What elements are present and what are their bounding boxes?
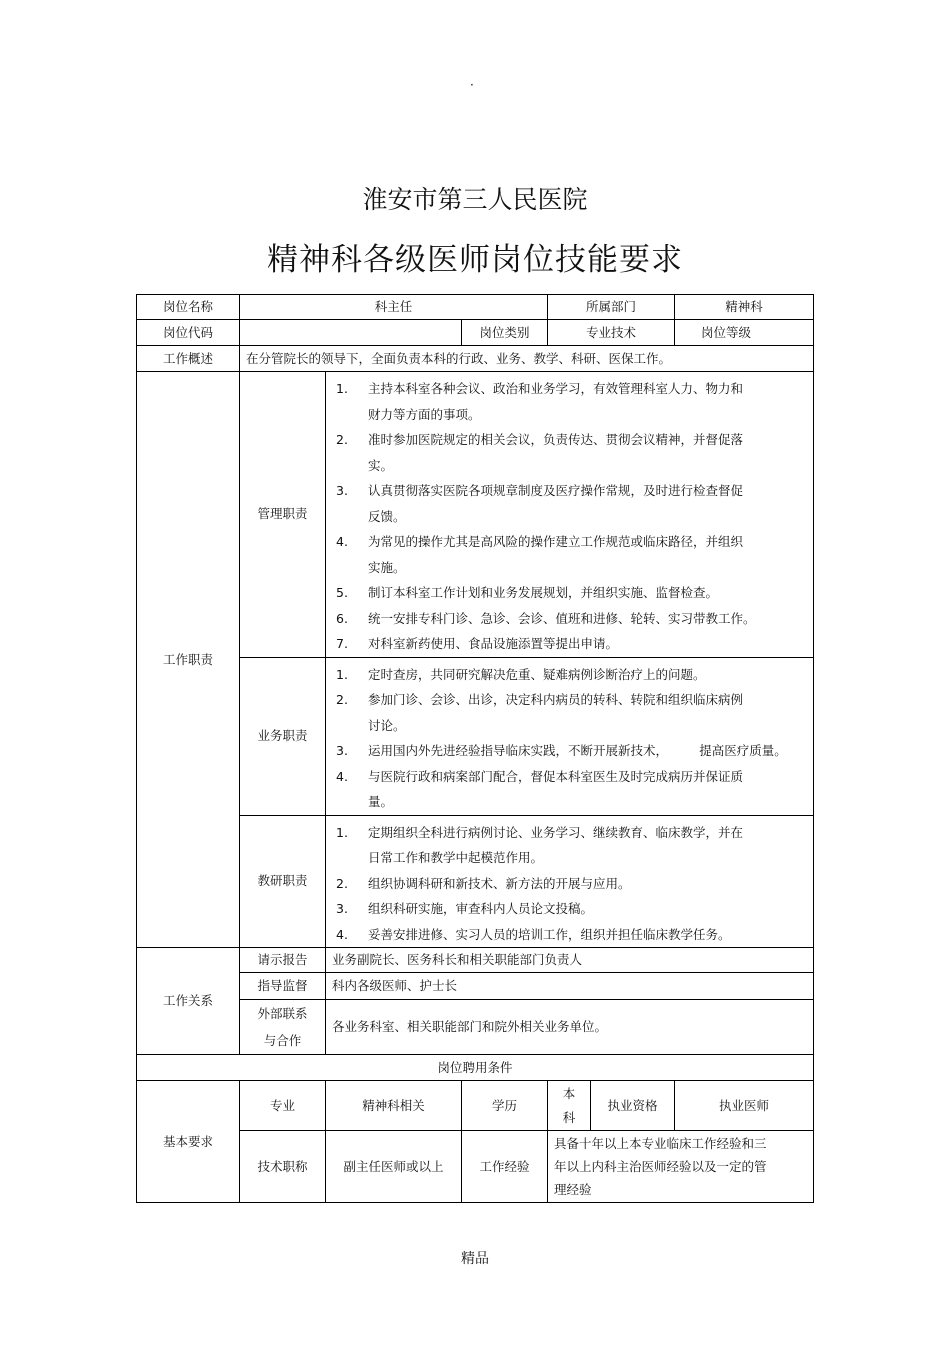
relation-label: 请示报告 <box>240 948 326 973</box>
qualification-label: 执业资格 <box>591 1081 675 1131</box>
duty-group-label: 教研职责 <box>240 815 326 948</box>
duty-group-label: 业务职责 <box>240 657 326 815</box>
relations-label: 工作关系 <box>137 948 240 1055</box>
overview-text: 在分管院长的领导下，全面负责本科的行政、业务、教学、科研、医保工作。 <box>240 346 814 372</box>
list-item: 7. 对科室新药使用、食品设施添置等提出申请。 <box>336 636 619 651</box>
hospital-name: 淮安市第三人民医院 <box>362 185 588 214</box>
relation-value: 各业务科室、相关职能部门和院外相关业务单位。 <box>326 1000 814 1055</box>
list-item: 1. 定期组织全科进行病例讨论、业务学习、继续教育、临床教学，并在 日常工作和教学中起模范作用。 <box>336 824 744 865</box>
basic-requirements-label: 基本要求 <box>137 1081 240 1203</box>
list-item: 4. 为常见的操作尤其是高风险的操作建立工作规范或临床路径，并组织 实施。 <box>336 534 744 575</box>
relation-label: 外部联系 与合作 <box>240 1000 326 1055</box>
list-item: 1. 定时查房，共同研究解决危重、疑难病例诊断治疗上的问题。 <box>336 666 706 682</box>
technical-title-label: 技术职称 <box>240 1131 326 1203</box>
overview-label: 工作概述 <box>137 346 240 372</box>
position-category-label: 岗位类别 <box>462 320 548 346</box>
document-title: 精神科各级医师岗位技能要求 <box>267 242 683 278</box>
list-item: 2. 准时参加医院规定的相关会议，负责传达、贯彻会议精神，并督促落 实。 <box>336 432 744 473</box>
hiring-conditions-title: 岗位聘用条件 <box>137 1055 814 1081</box>
list-item: 3. 认真贯彻落实医院各项规章制度及医疗操作常规，及时进行检查督促 反馈。 <box>336 483 744 524</box>
position-category-value: 专业技术 <box>548 320 675 346</box>
list-item: 4. 妥善安排进修、实习人员的培训工作，组织并担任临床教学任务。 <box>336 926 731 942</box>
list-item: 3. 运用国内外先进经验指导临床实践，不断开展新技术， 提高医疗质量。 <box>336 743 787 758</box>
technical-title-value: 副主任医师或以上 <box>326 1131 462 1203</box>
major-label: 专业 <box>240 1081 326 1131</box>
qualification-value: 执业医师 <box>675 1081 814 1131</box>
experience-label: 工作经验 <box>462 1131 548 1203</box>
department-value: 精神科 <box>675 295 814 320</box>
list-item: 3. 组织科研实施，审查科内人员论文投稿。 <box>336 901 594 916</box>
position-code-label: 岗位代码 <box>137 320 240 346</box>
education-value: 本 科 <box>548 1081 591 1131</box>
list-item: 4. 与医院行政和病案部门配合，督促本科室医生及时完成病历并保证质 量。 <box>336 768 744 809</box>
job-requirements-table <box>136 294 814 1203</box>
relation-label: 指导监督 <box>240 973 326 1000</box>
list-item: 1. 主持本科室各种会议、政治和业务学习，有效管理科室人力、物力和 财力等方面的事项。 <box>336 381 744 422</box>
relation-value: 科内各级医师、护士长 <box>326 973 814 1000</box>
position-name-value: 科主任 <box>240 295 548 320</box>
list-item: 2. 组织协调科研和新技术、新方法的开展与应用。 <box>336 875 631 891</box>
position-grade-label: 岗位等级 <box>701 324 752 340</box>
education-label: 学历 <box>462 1081 548 1131</box>
position-grade-cell <box>675 320 814 346</box>
page-marker-dot: · <box>470 78 474 92</box>
duty-group-items <box>326 372 814 658</box>
duty-group-items <box>326 657 814 815</box>
duty-group-items <box>326 815 814 948</box>
experience-value: 具备十年以上本专业临床工作经验和三 年以上内科主治医师经验以及一定的管 理经验 <box>548 1131 814 1203</box>
department-label: 所属部门 <box>548 295 675 320</box>
duty-group-label: 管理职责 <box>240 372 326 658</box>
position-name-label: 岗位名称 <box>137 295 240 320</box>
footer-text: 精品 <box>461 1251 489 1267</box>
list-item: 6. 统一安排专科门诊、急诊、会诊、值班和进修、轮转、实习带教工作。 <box>336 610 756 626</box>
major-value: 精神科相关 <box>326 1081 462 1131</box>
position-code-value <box>240 320 462 346</box>
list-item: 2. 参加门诊、会诊、出诊，决定科内病员的转科、转院和组织临床病例 讨论。 <box>336 692 744 733</box>
relation-value: 业务副院长、医务科长和相关职能部门负责人 <box>326 948 814 973</box>
duties-label: 工作职责 <box>137 372 240 948</box>
list-item: 5. 制订本科室工作计划和业务发展规划，并组织实施、监督检查。 <box>336 585 719 600</box>
